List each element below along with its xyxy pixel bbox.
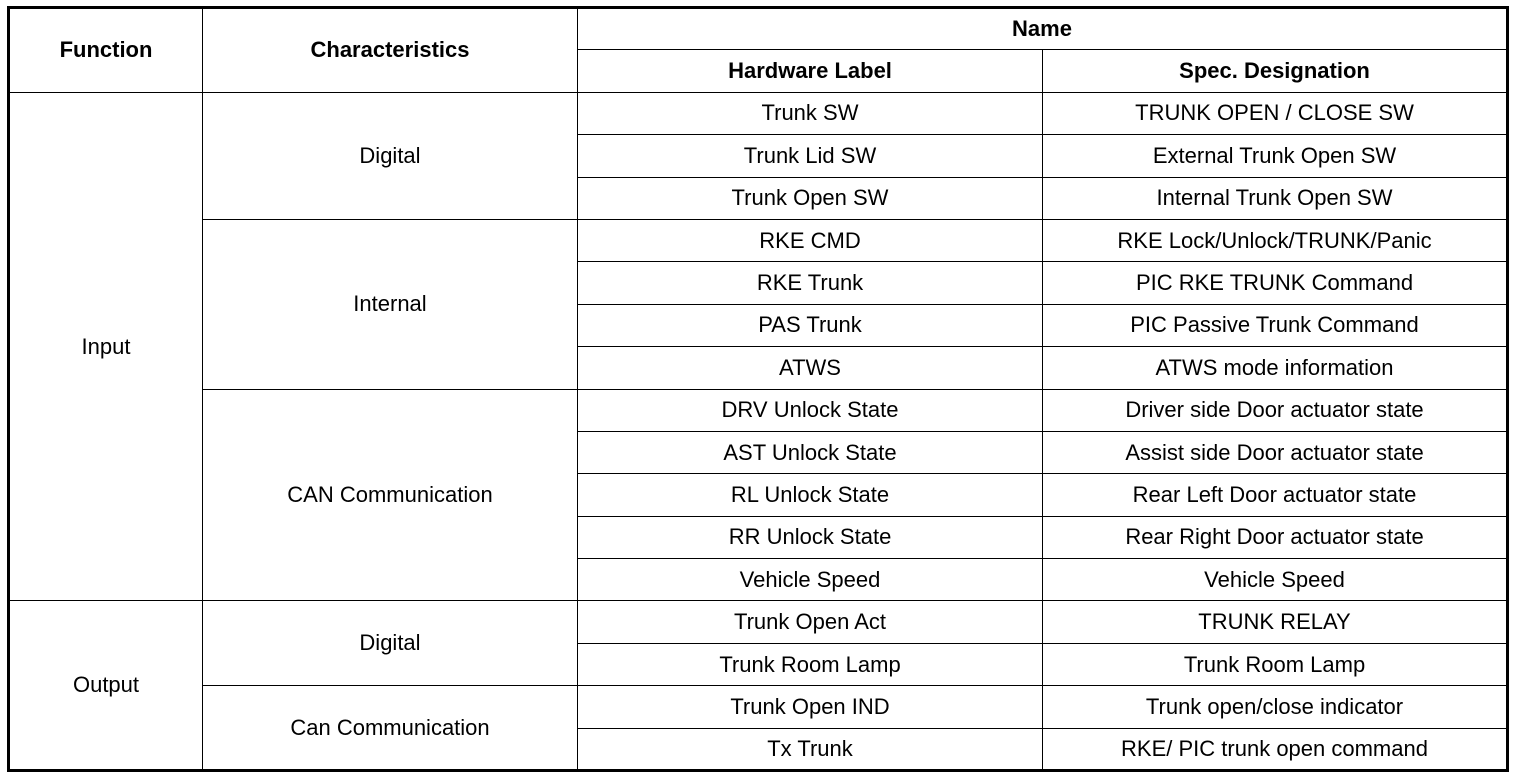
spec-designation-cell: PIC RKE TRUNK Command <box>1043 262 1508 304</box>
header-hardware-label: Hardware Label <box>578 50 1043 92</box>
characteristics-cell: Can Communication <box>203 686 578 771</box>
table-row <box>9 219 1508 261</box>
characteristics-cell: Digital <box>203 601 578 686</box>
spec-designation-cell: ATWS mode information <box>1043 347 1508 389</box>
hardware-label-cell: DRV Unlock State <box>578 389 1043 431</box>
table-row <box>9 389 1508 431</box>
header-spec-designation: Spec. Designation <box>1043 50 1508 92</box>
hardware-label-cell: Tx Trunk <box>578 728 1043 770</box>
header-name: Name <box>578 8 1508 50</box>
spec-designation-cell: PIC Passive Trunk Command <box>1043 304 1508 346</box>
characteristics-cell: CAN Communication <box>203 389 578 601</box>
spec-designation-cell: Internal Trunk Open SW <box>1043 177 1508 219</box>
characteristics-cell: Digital <box>203 92 578 219</box>
hardware-label-cell: Trunk Open Act <box>578 601 1043 643</box>
hardware-label-cell: Vehicle Speed <box>578 559 1043 601</box>
spec-designation-cell: Assist side Door actuator state <box>1043 431 1508 473</box>
header-row-top <box>9 8 1508 50</box>
header-characteristics: Characteristics <box>203 8 578 93</box>
spec-designation-cell: Vehicle Speed <box>1043 559 1508 601</box>
hardware-label-cell: PAS Trunk <box>578 304 1043 346</box>
spec-designation-cell: TRUNK RELAY <box>1043 601 1508 643</box>
hardware-label-cell: RKE Trunk <box>578 262 1043 304</box>
function-cell: Output <box>9 601 203 771</box>
spec-designation-cell: Rear Left Door actuator state <box>1043 474 1508 516</box>
table-row <box>9 92 1508 134</box>
spec-designation-cell: TRUNK OPEN / CLOSE SW <box>1043 92 1508 134</box>
characteristics-cell: Internal <box>203 219 578 389</box>
table-row <box>9 601 1508 643</box>
hardware-label-cell: ATWS <box>578 347 1043 389</box>
hardware-label-cell: Trunk Open IND <box>578 686 1043 728</box>
io-signal-table <box>7 6 1509 772</box>
hardware-label-cell: Trunk Lid SW <box>578 135 1043 177</box>
hardware-label-cell: AST Unlock State <box>578 431 1043 473</box>
hardware-label-cell: RL Unlock State <box>578 474 1043 516</box>
spec-designation-cell: RKE Lock/Unlock/TRUNK/Panic <box>1043 219 1508 261</box>
function-cell: Input <box>9 92 203 601</box>
header-function: Function <box>9 8 203 93</box>
hardware-label-cell: RKE CMD <box>578 219 1043 261</box>
spec-designation-cell: Rear Right Door actuator state <box>1043 516 1508 558</box>
spec-designation-cell: RKE/ PIC trunk open command <box>1043 728 1508 770</box>
spec-designation-cell: External Trunk Open SW <box>1043 135 1508 177</box>
spec-designation-cell: Trunk open/close indicator <box>1043 686 1508 728</box>
table-body <box>9 92 1508 770</box>
table-header <box>9 8 1508 93</box>
table-row <box>9 686 1508 728</box>
spec-designation-cell: Trunk Room Lamp <box>1043 643 1508 685</box>
spec-designation-cell: Driver side Door actuator state <box>1043 389 1508 431</box>
hardware-label-cell: RR Unlock State <box>578 516 1043 558</box>
hardware-label-cell: Trunk SW <box>578 92 1043 134</box>
hardware-label-cell: Trunk Room Lamp <box>578 643 1043 685</box>
hardware-label-cell: Trunk Open SW <box>578 177 1043 219</box>
